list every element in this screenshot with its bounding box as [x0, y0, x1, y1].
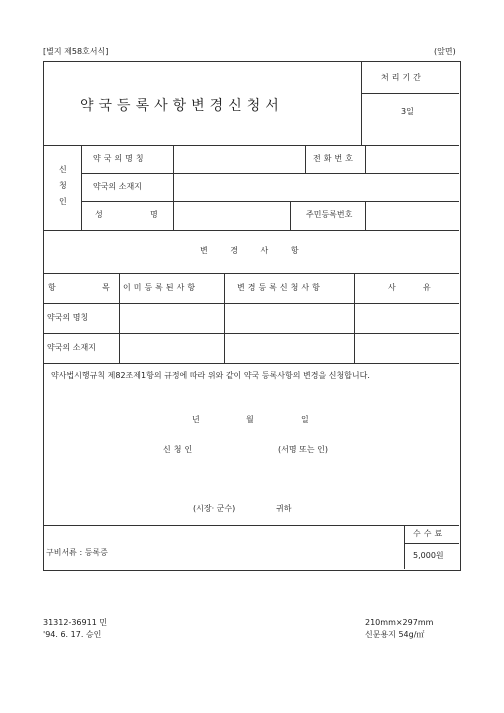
form-number: [별지 제58호서식] [43, 47, 109, 56]
changes-title: 변 경 사 항 [200, 246, 309, 255]
approval-date: '94. 6. 17. 승인 [43, 630, 102, 639]
required-documents: 구비서류 : 등록증 [46, 548, 108, 557]
applicant-label-1: 신 [59, 165, 67, 174]
applicant-signature-label: 신청인 [163, 445, 196, 454]
fee-label: 수수료 [413, 529, 446, 538]
col-reason-a: 사 [388, 283, 396, 292]
col-item-a: 항 [48, 283, 56, 292]
date-day: 일 [301, 415, 309, 424]
col-reason-b: 유 [423, 283, 431, 292]
form-title: 약국등록사항변경신청서 [80, 98, 284, 114]
signature-or-seal: (서명 또는 인) [278, 445, 328, 454]
paper-type: 신문용지 54g/㎡ [365, 630, 425, 639]
applicant-name-label-a: 성 [95, 210, 103, 219]
phone-label: 전화번호 [313, 154, 356, 163]
addressee-authority: (시장· 군수) [193, 504, 236, 513]
applicant-label-3: 인 [59, 197, 67, 206]
applicant-name-label-b: 명 [150, 210, 158, 219]
col-item-b: 목 [102, 283, 110, 292]
resident-number-label: 주민등록번호 [306, 210, 353, 219]
row-pharmacy-address: 약국의 소재지 [47, 343, 96, 352]
form-code: 31312-36911 민 [43, 618, 108, 627]
date-year: 년 [192, 415, 200, 424]
row-pharmacy-name: 약국의 명칭 [47, 313, 89, 322]
processing-period-label: 처리기간 [381, 73, 424, 82]
paper-size: 210mm×297mm [365, 618, 434, 627]
fee-amount: 5,000원 [413, 551, 444, 560]
form-frame [43, 61, 461, 571]
application-statement: 약사법시행규칙 제82조제1항의 규정에 따라 위와 같이 약국 등록사항의 변경을 신청합니다. [51, 371, 370, 380]
applicant-label-2: 청 [59, 181, 67, 190]
processing-period-value: 3일 [401, 107, 414, 116]
pharmacy-name-label: 약국의명칭 [93, 154, 147, 163]
page-side-label: (앞면) [434, 47, 456, 56]
addressee-honorific: 귀하 [276, 504, 292, 513]
col-requested: 변경등록신청사항 [237, 283, 323, 292]
pharmacy-address-label: 약국의 소재지 [93, 182, 142, 191]
date-month: 월 [246, 415, 254, 424]
col-registered: 이미등록된사항 [123, 283, 199, 292]
